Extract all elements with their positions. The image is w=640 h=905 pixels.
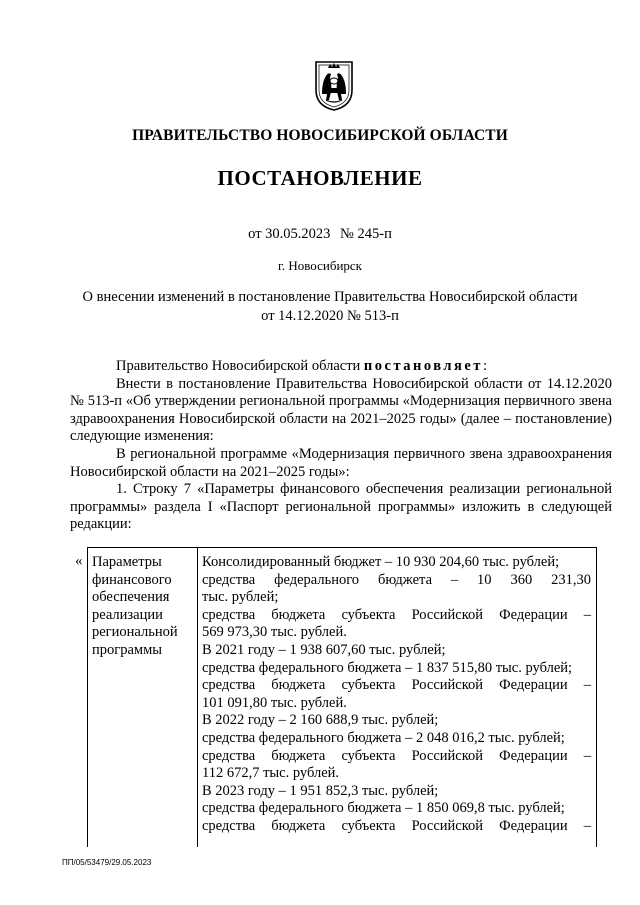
table-param-line: реализации <box>92 606 163 623</box>
table-value-line: средства бюджета субъекта Российской Федерации – <box>202 677 591 694</box>
table-value-cell <box>202 554 591 836</box>
table-value-line: В 2023 году – 1 951 852,3 тыс. рублей; <box>202 782 439 799</box>
document-date: от 30.05.2023 <box>248 226 331 242</box>
open-quote: « <box>75 553 83 569</box>
table-param-line: финансового <box>92 571 172 588</box>
table-param-line: обеспечения <box>92 589 170 606</box>
table-value-line: В 2022 году – 2 160 688,9 тыс. рублей; <box>202 712 439 729</box>
decree-word: постановляет <box>363 358 483 374</box>
subject-line: от 14.12.2020 № 513-п <box>261 308 399 324</box>
table-param-line: региональной <box>92 624 178 641</box>
table-value-line: средства бюджета субъекта Российской Федерации – <box>202 747 591 764</box>
document-subject <box>60 288 600 326</box>
funding-table <box>87 547 597 847</box>
table-value-line: 101 091,80 тыс. рублей. <box>202 694 347 711</box>
body-paragraph: 1. Строку 7 «Параметры финансового обеспечения реализации региональной программы» раздела I «Паспорт региональной программы» изложить в следующей редакции: <box>70 481 612 533</box>
document-code: ПП/05/53479/29.05.2023 <box>62 858 152 867</box>
table-value-line: средства бюджета субъекта Российской Федерации – <box>202 817 591 834</box>
table-value-line: 569 973,30 тыс. рублей. <box>202 624 347 641</box>
table-value-line: тыс. рублей; <box>202 589 279 606</box>
body-paragraph: В региональной программе «Модернизация первичного звена здравоохранения Новосибирской области на 2021–2025 годы»: <box>70 445 612 480</box>
document-city: г. Новосибирск <box>277 258 362 273</box>
table-value-line: средства федерального бюджета – 10 360 231,30 <box>202 571 591 588</box>
document-date-number <box>0 226 640 243</box>
table-value-line: 112 672,7 тыс. рублей. <box>202 765 340 782</box>
table-column-divider <box>197 548 198 847</box>
coat-of-arms-icon <box>314 60 354 112</box>
table-value-line: средства федерального бюджета – 1 850 069,8 тыс. рублей; <box>202 800 565 817</box>
document-number: № 245-п <box>340 226 392 242</box>
document-body <box>70 358 612 534</box>
table-param-line: Параметры <box>92 554 162 570</box>
body-paragraph: Внести в постановление Правительства Новосибирской области от 14.12.2020 № 513-п «Об утверждении региональной программы «Модернизация первичного звена здравоохранения Новосибирской области на 2021–2025 годы» (далее – постановление) следующие изменения: <box>70 375 612 445</box>
subject-line: О внесении изменений в постановление Правительства Новосибирской области <box>82 289 578 305</box>
table-value-line: Консолидированный бюджет – 10 930 204,60 тыс. рублей; <box>202 554 560 570</box>
body-paragraph: Правительство Новосибирской области постановляет: <box>116 358 487 374</box>
table-value-line: средства бюджета субъекта Российской Федерации – <box>202 606 591 623</box>
table-value-line: В 2021 году – 1 938 607,60 тыс. рублей; <box>202 641 446 658</box>
table-param-line: программы <box>92 641 162 658</box>
table-value-line: средства федерального бюджета – 2 048 016,2 тыс. рублей; <box>202 729 565 746</box>
organization-name: ПРАВИТЕЛЬСТВО НОВОСИБИРСКОЙ ОБЛАСТИ <box>132 127 508 144</box>
table-value-line: средства федерального бюджета – 1 837 515,80 тыс. рублей; <box>202 659 573 676</box>
table-param-cell <box>92 554 192 660</box>
document-type: ПОСТАНОВЛЕНИЕ <box>217 166 423 190</box>
